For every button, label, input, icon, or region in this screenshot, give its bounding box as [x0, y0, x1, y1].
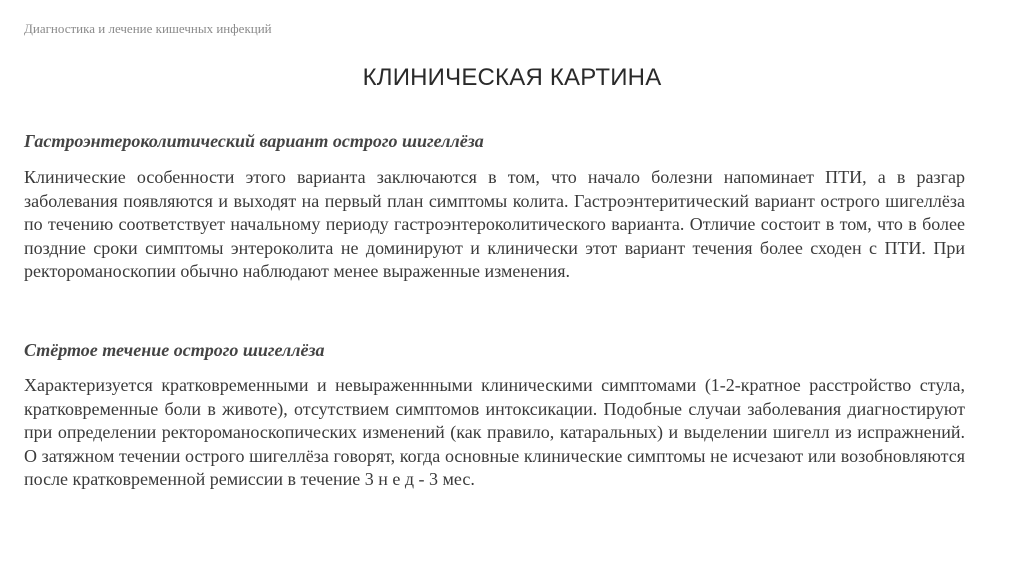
section-heading-erased-course: Стёртое течение острого шигеллёза: [24, 340, 325, 360]
section-heading-gastroenterocolitic: Гастроэнтероколитический вариант острого шигеллёза: [24, 131, 484, 151]
section-body-gastroenterocolitic: Клинические особенности этого варианта заключаются в том, что начало болезни напоминает ПТИ, а в разгар заболевания появляются и выходят на первый план симптомы колита. Гастроэнтеритический вариант острого шигеллёза по течению соответствует начальному периоду гастроэнтероколитического варианта. Отличие состоит в том, что в более поздние сроки симптомы энтероколита не доминируют и клинически этот вариант течения более сходен с ПТИ. При ректороманоскопии обычно наблюдают менее выраженные изменения.: [24, 167, 965, 281]
slide-title: КЛИНИЧЕСКАЯ КАРТИНА: [362, 64, 662, 91]
page-header: Диагностика и лечение кишечных инфекций: [24, 21, 272, 36]
section-body-erased-course: Характеризуется кратковременными и невыраженнными клиническими симптомами (1-2-кратное расстройство стула, кратковременные боли в животе), отсутствием симптомов интоксикации. Подобные случаи заболевания диагностируют при определении ректороманоскопических изменений (как правило, катаральных) и выделении шигелл из испражнений. О затяжном течении острого шигеллёза говорят, когда основные клинические симптомы не исчезают или возобновляются после кратковременной ремиссии в течение 3 н е д - 3 мес.: [24, 375, 965, 489]
